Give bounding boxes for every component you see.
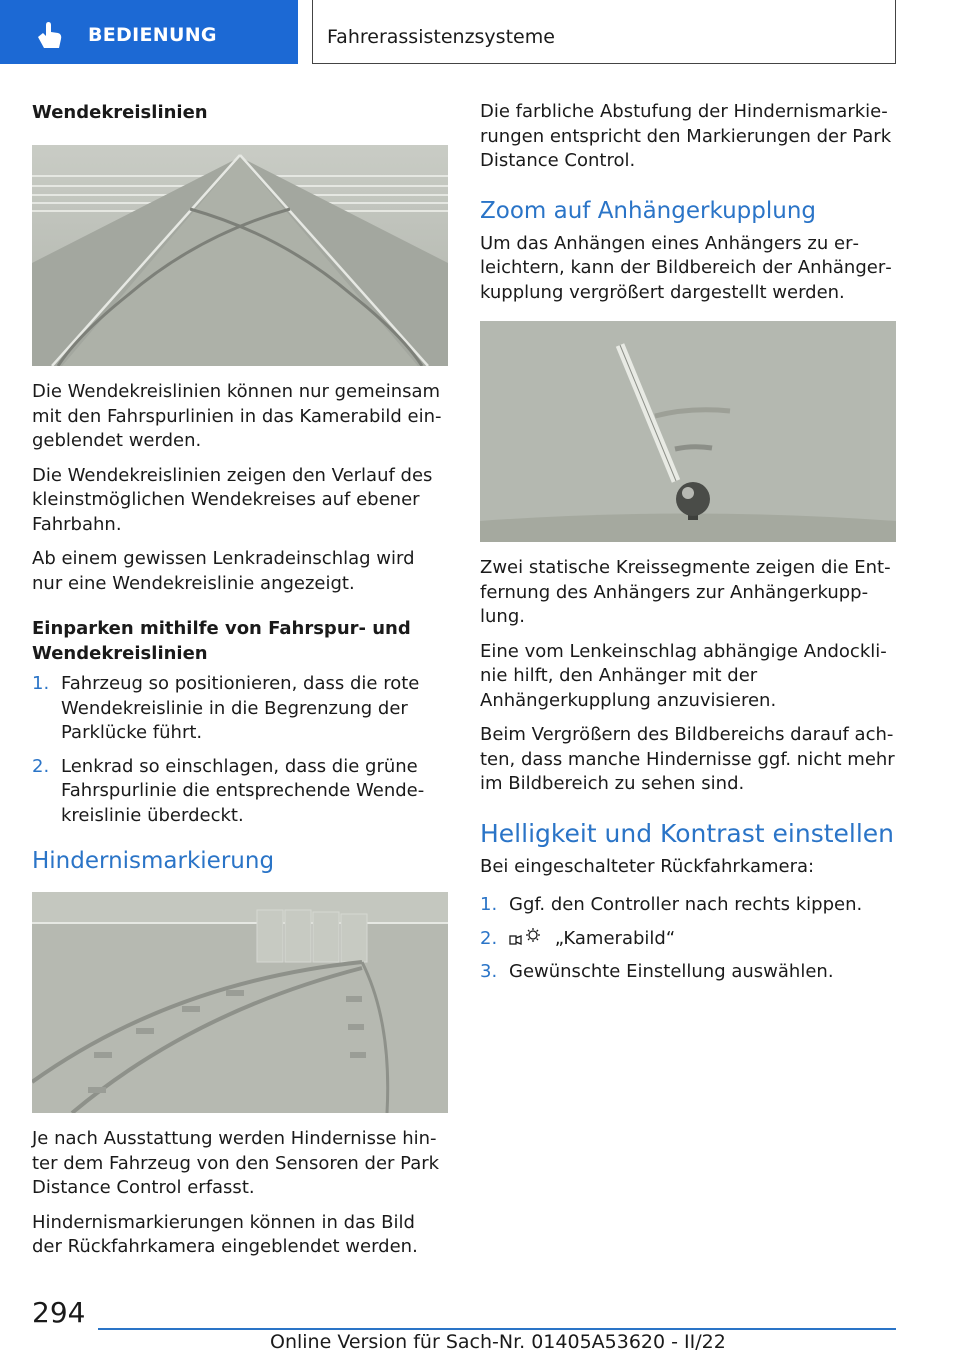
obstacle-paragraph-1: Je nach Ausstattung werden Hindernisse hinter dem Fahrzeug von den Sensoren der Park Distance Control erfasst. [32,1128,440,1198]
page-number: 294 [32,1296,86,1329]
zoom-paragraph-2: Zwei statische Kreissegmente zeigen die Entfernung des Anhängers zur Anhängerkupplung. [480,557,891,627]
brightness-steps [480,893,896,985]
step-text: Ggf. den Controller nach rechts kippen. [509,894,863,915]
list-item [480,893,896,918]
list-item [480,960,896,985]
list-item [32,672,448,746]
online-version-text: Online Version für Sach-Nr. 01405A53620 - II/22 [270,1331,726,1353]
turning-lines-paragraph-1: Die Wendekreislinien können nur gemeinsam mit den Fahrspurlinien in das Kamerabild eingeblendet werden. [32,381,442,451]
zoom-paragraph: Um das Anhängen eines Anhängers zu erleichtern, kann der Bildbereich der Anhängerkupplung vergrößert dargestellt werden. [480,232,892,303]
step-number: 2. [480,927,498,949]
list-item [32,755,448,829]
list-item [480,927,896,952]
obstacle-heading: Hindernismarkierung [32,848,275,874]
camera-settings-icon [509,927,543,947]
step-text: Lenkrad so einschlagen, dass die grüne Fahrspurlinie die entsprechende Wendekreislinie überdeckt. [61,755,425,826]
brightness-heading: Helligkeit und Kontrast einstellen [480,818,895,848]
step-number: 1. [480,894,498,915]
step-text: Fahrzeug so positionieren, dass die rote Wendekreislinie in die Begrenzung der Parklücke führt. [61,673,420,743]
chapter-tab [312,0,896,64]
step-number: 1. [32,673,50,694]
trailer-hitch-figure [480,321,896,542]
footer-divider [98,1328,896,1330]
left-column [32,100,448,1270]
parking-steps [32,672,448,828]
zoom-heading: Zoom auf Anhängerkupplung [480,197,816,224]
turning-lines-figure [32,145,448,366]
chapter-label: Fahrerassistenzsysteme [327,26,555,48]
zoom-paragraph-3: Eine vom Lenkeinschlag abhängige Andocklinie hilft, den Anhänger mit der Anhängerkupplung anzuvisieren. [480,640,887,711]
step-text: Gewünschte Einstellung auswählen. [509,961,834,982]
brightness-intro: Bei eingeschalteter Rückfahrkamera: [480,855,815,877]
step-number: 2. [32,755,50,777]
turning-lines-paragraph-3: Ab einem gewissen Lenkradeinschlag wird nur eine Wendekreislinie angezeigt. [32,548,415,594]
turning-lines-heading: Wendekreislinien [32,102,208,123]
section-label: BEDIENUNG [88,24,217,46]
obstacle-paragraph-continued: Die farbliche Abstufung der Hindernismarkierungen entspricht den Markierungen der Park Distance Control. [480,101,892,171]
obstacle-paragraph-2: Hindernismarkierungen können in das Bild der Rückfahrkamera eingeblendet werden. [32,1211,418,1257]
turning-lines-paragraph-2: Die Wendekreislinien zeigen den Verlauf des kleinstmöglichen Wendekreises auf ebener Fahrbahn. [32,464,433,535]
step-text: „Kamerabild“ [554,927,676,949]
obstacle-marking-figure [32,892,448,1113]
hand-pointer-icon [34,22,64,50]
zoom-paragraph-4: Beim Vergrößern des Bildbereichs darauf achten, dass manche Hindernisse ggf. nicht mehr im Bildbereich zu sehen sind. [480,724,895,794]
right-column [480,100,896,994]
step-number: 3. [480,961,498,982]
section-tab [0,0,298,64]
parking-heading: Einparken mithilfe von Fahrspur- und Wendekreislinien [32,618,411,664]
